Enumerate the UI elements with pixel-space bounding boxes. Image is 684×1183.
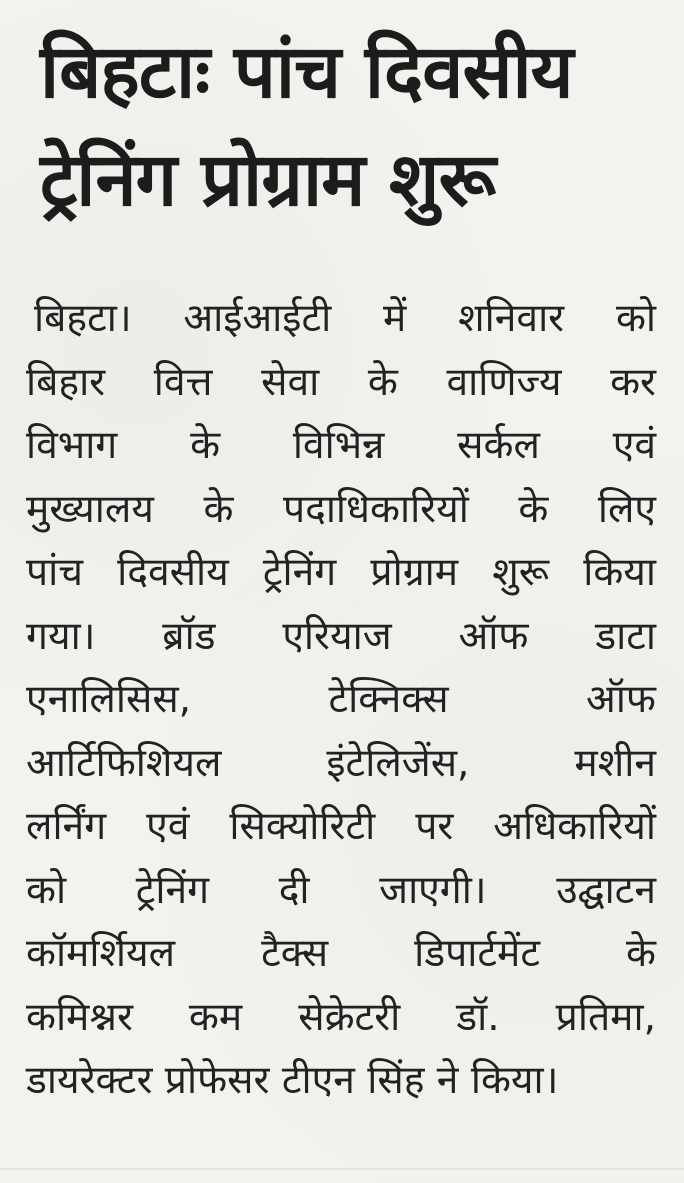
body-line: गया। ब्रॉड एरियाज ऑफ डाटा [26,613,656,659]
body-line: कॉमर्शियल टैक्स डिपार्टमेंट के [26,931,656,976]
article-body [26,287,656,1113]
body-line: मुख्यालय के पदाधिकारियों के लिए [26,486,656,532]
body-line: लर्निंग एवं सिक्योरिटी पर अधिकारियों [26,804,656,849]
body-line: आर्टिफिशियल इंटेलिजेंस, मशीन [26,740,656,786]
body-line: बिहार वित्त सेवा के वाणिज्य कर [26,359,656,405]
body-line: विभाग के विभिन्न सर्कल एवं [26,423,656,468]
body-line: एनालिसिस, टेक्निक्स ऑफ [26,677,656,722]
body-line: को ट्रेनिंग दी जाएगी। उद्घाटन [26,867,656,913]
headline-line: बिहटाः पांच दिवसीय [40,29,573,115]
headline [40,18,650,234]
body-line: बिहटा। आईआईटी में शनिवार को [34,296,656,341]
body-line: डायरेक्टर प्रोफेसर टीएन सिंह ने किया। [26,1058,559,1103]
headline-line: ट्रेनिंग प्रोग्राम शुरू [40,137,495,223]
body-line: कमिश्नर कम सेक्रेटरी डॉ. प्रतिमा, [26,994,656,1040]
divider [0,1168,684,1170]
body-line: पांच दिवसीय ट्रेनिंग प्रोग्राम शुरू किया [26,550,656,595]
